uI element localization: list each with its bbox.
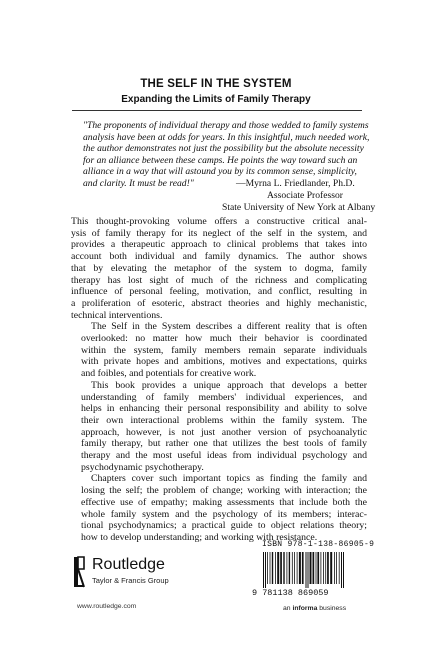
publisher-logo [72,555,212,595]
description-paragraph [71,216,367,321]
text-line: helps in enhancing their personal responsibility and ability to solve [81,403,367,415]
description-paragraph [71,321,367,380]
quote-line: "The proponents of individual therapy and those wedded to family systems [83,120,369,131]
text-line: their own interactional problems within the family system. The [81,414,367,426]
text-line: therapy has lost sight of much of the richness and complicating [71,274,367,286]
quote-line: for an alliance between these camps. He points the way toward such an [83,154,358,166]
barcode-bar [265,552,266,588]
endorser-name: —Myrna L. Friedlander, Ph.D. [236,178,355,189]
barcode-bar [339,552,340,584]
text-line: family therapy, but rather one that utilizes the best tools of family [81,438,367,450]
text-line: provides a therapeutic approach to clinical problems that takes into [71,239,367,251]
quote-line: analysis have been at odds for years. In this insightful, much needed work, [83,131,370,143]
text-line: account both individual and family dynamics. The author shows [71,251,367,263]
text-line: overlooked: no matter how much their behavior is coordinated [81,333,367,345]
book-subtitle: Expanding the Limits of Family Therapy [121,94,311,105]
barcode-bar [287,552,288,584]
publisher-url[interactable]: www.routledge.com [77,603,137,610]
description-paragraph [71,380,367,474]
barcode-bar [283,552,284,584]
barcode-bar [308,552,309,588]
text-line: therapy and the most useful ideas from individual psychology and [81,450,367,462]
text-line: that by elevating the metaphor of the system to dogma, family [71,262,367,274]
text-line: understanding of family members' individual experiences, and [81,391,367,403]
barcode-bar [317,552,319,584]
text-line: Chapters cover such important topics as finding the family and [91,473,367,485]
text-line: how to develop understanding; and working with resistance. [81,531,318,543]
isbn-label: ISBN 978-1-138-86905-9 [262,540,375,549]
text-line: influence of personal feeling, motivation, and conflict, resulting in [71,286,367,298]
barcode-bar [280,552,282,584]
text-line: approach, however, is not just another version of psychoanalytic [81,426,367,438]
barcode-bar [294,552,295,584]
text-line: and foibles, and potentials for creative work. [81,368,257,380]
endorser-affiliation: State University of New York at Albany [222,202,376,213]
quote-line: the author demonstrates not just the possibility but the absolute necessity [83,143,364,154]
barcode-bar [330,552,332,584]
text-line: The Self in the System describes a different reality that is often [91,321,367,333]
text-line: technical interventions. [71,309,163,321]
quote-line: and clarity. It must be read!" [83,177,194,189]
barcode-bar [316,552,317,584]
barcode-bar [313,552,315,584]
barcode-digits: 9 781138 869059 [252,588,329,598]
barcode-bar [289,552,290,584]
text-line: with private hopes and ambitions, motives and expectations, quirks [81,356,367,368]
barcode-bar [277,552,279,584]
barcode-bar [321,552,322,584]
barcode-bar [327,552,329,584]
barcode-bar [334,552,335,584]
quote-line: alliance in a way that will astound you by its common sense, simplicity, [83,166,357,177]
barcode-bar [270,552,271,584]
barcode-bar [341,552,342,588]
barcode-bar [306,552,307,588]
barcode-bar [263,552,264,588]
text-line: ysis of family therapy for its neglect of the self in the system, and [71,227,367,239]
text-line: losing the self; the problem of change; working with interaction; the [81,485,367,497]
informa-brand: informa [292,605,318,612]
informa-business-mark [283,605,346,612]
barcode-bar [302,552,304,584]
barcode-bar [323,552,324,584]
barcode-bar [299,552,301,584]
barcode-bar [267,552,268,584]
routledge-logo-icon [72,555,86,589]
text-line: This book provides a unique approach that develops a better [91,379,367,391]
barcode-bar [310,552,312,584]
barcode-bar [336,552,337,584]
endorser-role: Associate Professor [267,190,343,201]
informa-prefix: an [283,605,291,612]
text-line: psychodynamic psychotherapy. [81,461,204,473]
barcode-bar [272,552,273,584]
text-line: This thought-provoking volume offers a constructive critical anal- [71,216,367,227]
text-line: whole family system and the psychology of its members; interac- [81,508,367,520]
barcode-bar [343,552,344,588]
description-paragraph [71,473,367,543]
text-line: tional psychodynamics; a practical guide to object relations theory; [81,520,367,532]
text-line: within the system, family members remain separate individuals [81,344,367,356]
book-title: THE SELF IN THE SYSTEM [140,78,292,90]
barcode-bar [292,552,293,584]
isbn-barcode [262,552,362,588]
description [71,216,367,544]
informa-suffix: business [319,605,347,612]
text-line: a proliferation of esoteric, abstract theories and highly mechanistic, [71,297,367,309]
title-divider [72,110,362,111]
barcode-bar [275,552,276,584]
publisher-name: Routledge [92,556,165,573]
publisher-group: Taylor & Francis Group [92,576,169,585]
barcode-bar [325,552,326,584]
text-line: effective use of empathy; making assessments that include both the [81,496,367,508]
barcode-bar [297,552,298,584]
